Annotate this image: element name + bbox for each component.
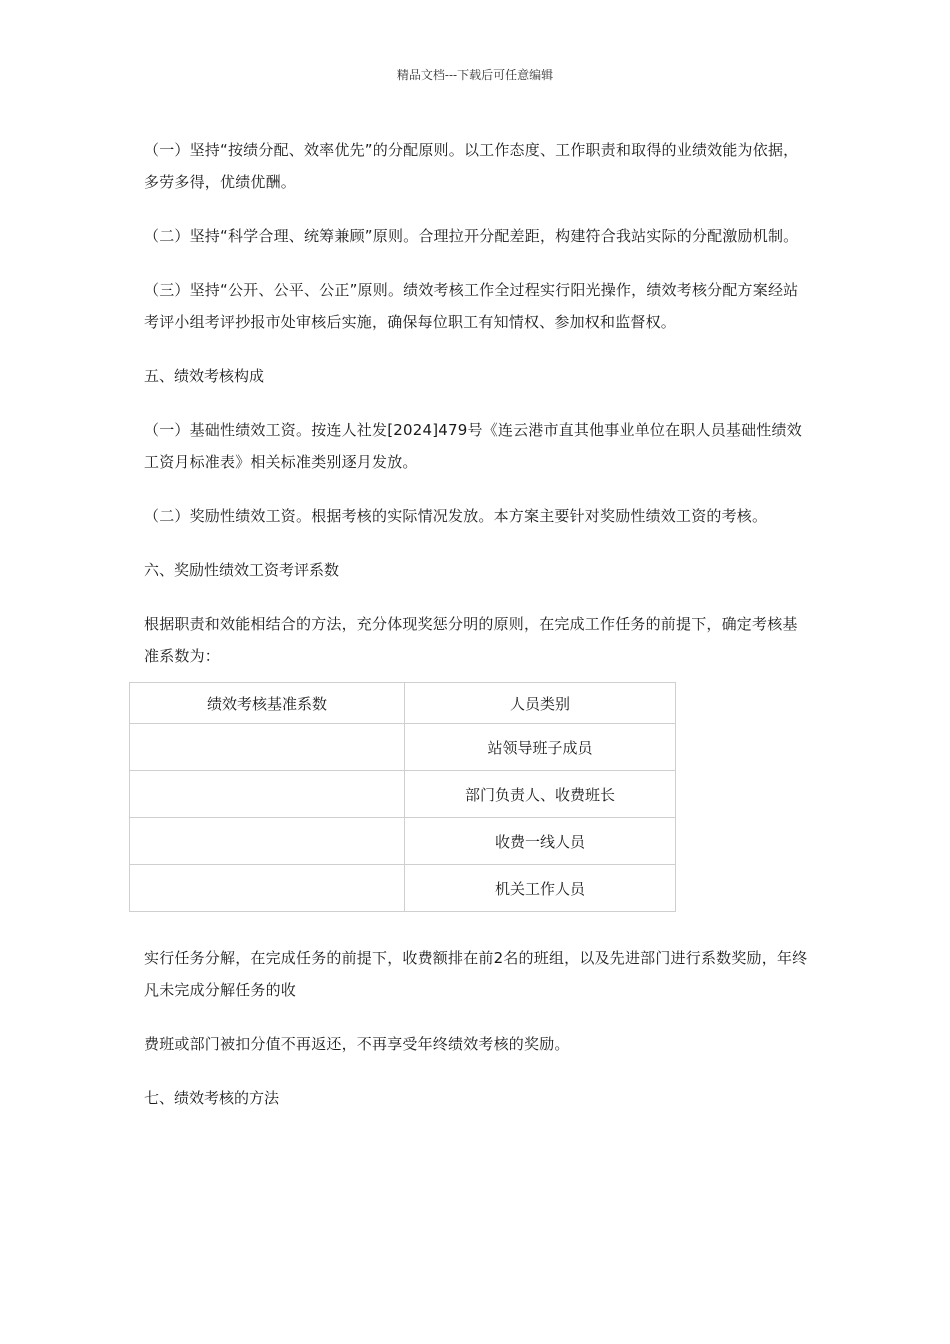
table-header-row: [130, 683, 676, 724]
principle-2: （二）坚持“科学合理、统筹兼顾”原则。合理拉开分配差距，构建符合我站实际的分配激励机制。: [144, 227, 799, 245]
table-cell-category: 部门负责人、收费班长: [405, 771, 676, 818]
section-6-title: 六、奖励性绩效工资考评系数: [144, 561, 340, 579]
section-5-item-2: （二）奖励性绩效工资。根据考核的实际情况发放。本方案主要针对奖励性绩效工资的考核。: [144, 507, 768, 525]
principle-3: （三）坚持“公开、公平、公正”原则。绩效考核工作全过程实行阳光操作，绩效考核分配方案经站考评小组考评抄报市处审核后实施，确保每位职工有知情权、参加权和监督权。: [144, 281, 799, 331]
table-cell-category: 收费一线人员: [405, 818, 676, 865]
table-row: [130, 771, 676, 818]
table-cell-category: 站领导班子成员: [405, 724, 676, 771]
section-5-title: 五、绩效考核构成: [144, 367, 265, 385]
section-7-title: 七、绩效考核的方法: [144, 1089, 280, 1107]
table-cell-coefficient: [130, 771, 405, 818]
page-header: 精品文档---下载后可任意编辑: [396, 68, 554, 82]
table-cell-coefficient: [130, 865, 405, 912]
table-cell-coefficient: [130, 724, 405, 771]
table-header-category: 人员类别: [405, 683, 676, 724]
table-row: [130, 724, 676, 771]
task-breakdown-text: 实行任务分解，在完成任务的前提下，收费额排在前2名的班组，以及先进部门进行系数奖励，年终凡未完成分解任务的收: [144, 949, 808, 999]
table-cell-coefficient: [130, 818, 405, 865]
table-header-coefficient: 绩效考核基准系数: [130, 683, 405, 724]
document-body: [144, 134, 812, 1136]
table-row: [130, 865, 676, 912]
table-row: [130, 818, 676, 865]
section-5-item-1: （一）基础性绩效工资。按连人社发[2024]479号《连云港市直其他事业单位在职人员基础性绩效工资月标准表》相关标准类别逐月发放。: [144, 421, 802, 471]
section-6-intro: 根据职责和效能相结合的方法，充分体现奖惩分明的原则，在完成工作任务的前提下，确定考核基准系数为：: [144, 615, 798, 665]
table-cell-category: 机关工作人员: [405, 865, 676, 912]
deduction-text: 费班或部门被扣分值不再返还，不再享受年终绩效考核的奖励。: [144, 1035, 570, 1053]
principle-1: （一）坚持“按绩分配、效率优先”的分配原则。以工作态度、工作职责和取得的业绩效能为依据，多劳多得，优绩优酬。: [144, 141, 799, 191]
coefficient-table: [129, 682, 676, 912]
